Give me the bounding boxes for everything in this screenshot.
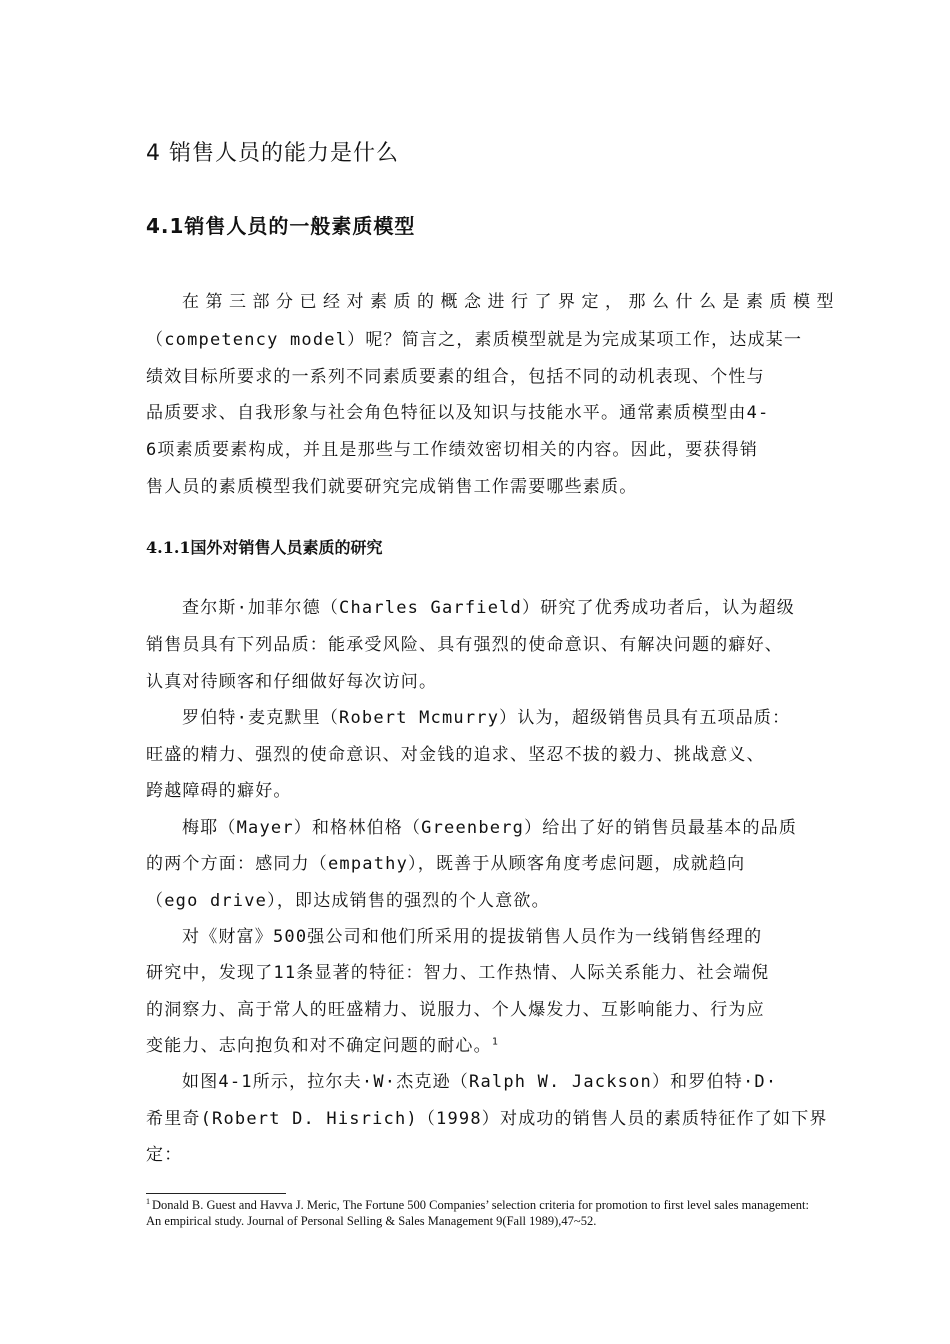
para5-line3: 的洞察力、高于常人的旺盛精力、说服力、个人爆发力、互影响能力、行为应	[146, 1000, 765, 1020]
para1-line3: 绩效目标所要求的一系列不同素质要素的组合，包括不同的动机表现、个性与	[146, 367, 765, 387]
para2-line2: 销售员具有下列品质：能承受风险、具有强烈的使命意识、有解决问题的癖好、	[146, 635, 783, 655]
para4-line2: 的两个方面：感同力（empathy），既善于从顾客角度考虑问题，成就趋向	[146, 854, 746, 874]
para1-line1: 在第三部分已经对素质的概念进行了界定，那么什么是素质模型	[182, 292, 840, 312]
chapter-heading: 4 销售人员的能力是什么	[146, 141, 399, 166]
section-heading: 4.1销售人员的一般素质模型	[146, 214, 416, 238]
para2-line1: 查尔斯·加菲尔德（Charles Garfield）研究了优秀成功者后，认为超级	[182, 598, 795, 618]
para6-line1: 如图4-1所示，拉尔夫·W·杰克逊（Ralph W. Jackson）和罗伯特·D·	[182, 1072, 778, 1092]
para4-line3: （ego drive），即达成销售的强烈的个人意欲。	[146, 891, 550, 911]
para3-line2: 旺盛的精力、强烈的使命意识、对金钱的追求、坚忍不拔的毅力、挑战意义、	[146, 745, 765, 765]
para1-line2: （competency model）呢？简言之，素质模型就是为完成某项工作，达成某一	[146, 330, 803, 350]
para1-line5: 6项素质要素构成，并且是那些与工作绩效密切相关的内容。因此，要获得销	[146, 440, 759, 460]
footnote-text: Donald B. Guest and Havva J. Meric, The Fortune 500 Companies’ selection criteria for promotion to first level sales management: An empirical study. Journal of Personal Selling & Sales Management 9(Fall 1989),47~52.	[146, 1198, 810, 1228]
footnote	[146, 1197, 826, 1229]
footnote-divider	[146, 1193, 286, 1194]
footnote-mark: 1	[146, 1196, 150, 1206]
para5-line4-text: 变能力、志向抱负和对不确定问题的耐心。	[146, 1036, 492, 1056]
para1-line6: 售人员的素质模型我们就要研究完成销售工作需要哪些素质。	[146, 477, 638, 497]
para6-line2: 希里奇(Robert D. Hisrich)（1998）对成功的销售人员的素质特征作了如下界	[146, 1109, 828, 1129]
subsection-heading: 4.1.1国外对销售人员素质的研究	[146, 538, 383, 557]
para6-line3: 定：	[146, 1145, 183, 1165]
para5-line4	[146, 1033, 499, 1059]
para2-line3: 认真对待顾客和仔细做好每次访问。	[146, 672, 438, 692]
para5-line2: 研究中，发现了11条显著的特征：智力、工作热情、人际关系能力、社会端倪	[146, 963, 770, 983]
footnote-reference[interactable]: 1	[491, 1036, 500, 1048]
para4-line1: 梅耶（Mayer）和格林伯格（Greenberg）给出了好的销售员最基本的品质	[182, 818, 798, 838]
para5-line1: 对《财富》500强公司和他们所采用的提拔销售人员作为一线销售经理的	[182, 927, 763, 947]
para1-line4: 品质要求、自我形象与社会角色特征以及知识与技能水平。通常素质模型由4-	[146, 403, 770, 423]
para3-line1: 罗伯特·麦克默里（Robert Mcmurry）认为，超级销售员具有五项品质：	[182, 708, 791, 728]
para3-line3: 跨越障碍的癖好。	[146, 781, 292, 801]
